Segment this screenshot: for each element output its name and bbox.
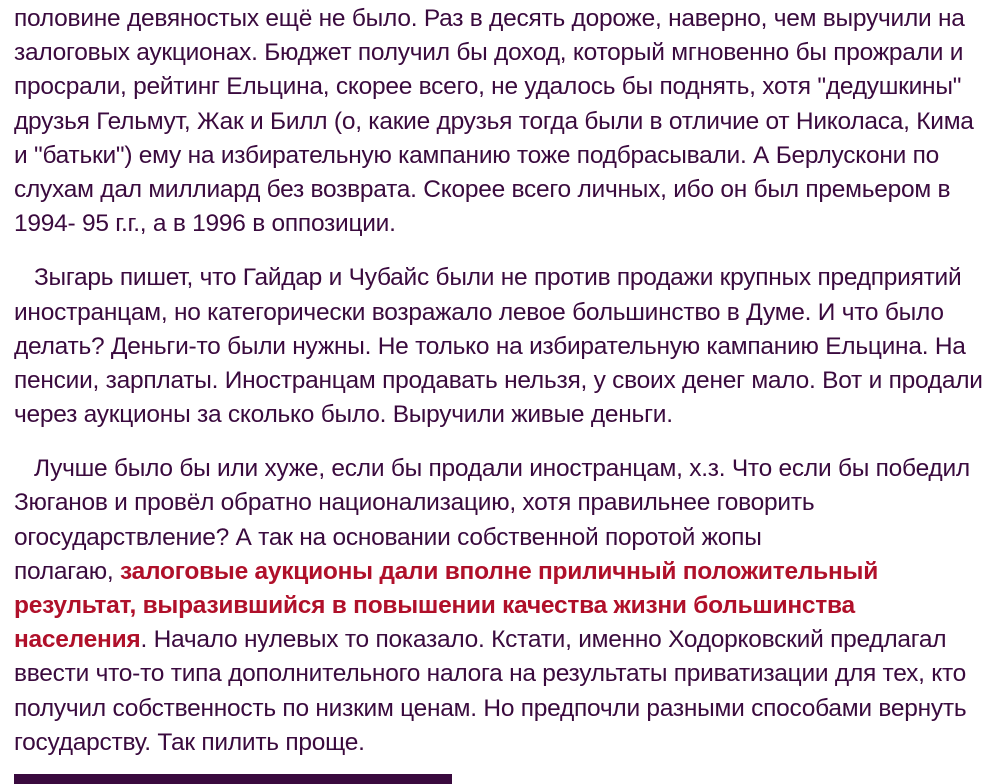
text-line-mixed <box>14 555 1000 589</box>
text-line: и "батьки") ему на избирательную кампанию тоже подбрасывали. А Берлускони по <box>14 141 940 169</box>
text-line: половине девяностых ещё не было. Раз в десять дороже, наверно, чем выручили на <box>14 5 965 32</box>
text-line: Лучше было бы или хуже, если бы продали иностранцам, х.з. Что если бы победил <box>34 455 970 483</box>
text-line: делать? Деньги-то были нужны. Не только на избирательную кампанию Ельцина. На <box>14 332 966 360</box>
text-line: пенсии, зарплаты. Иностранцам продавать нельзя, у своих денег мало. Вот и продали <box>14 366 983 394</box>
text-line: получил собственность по низким ценам. Но предпочли разными способами вернуть <box>14 694 967 722</box>
text-line: Зюганов и провёл обратно национализацию, хотя правильнее говорить <box>14 489 815 517</box>
highlighted-text: населения <box>14 626 141 654</box>
plain-text: полагаю, <box>14 557 121 585</box>
text-line-mixed <box>14 623 1000 657</box>
text-line: 1994- 95 г.г., а в 1996 в оппозиции. <box>14 210 396 238</box>
article-body <box>14 2 1000 760</box>
text-line: иностранцам, но категорически возражало левое большинство в Думе. И что было <box>14 298 944 326</box>
highlighted-text-line: результат, выразившийся в повышении качества жизни большинства <box>14 592 855 619</box>
text-line: через аукционы за сколько было. Выручили живые деньги. <box>14 401 673 429</box>
paragraph-spacer <box>14 241 1000 261</box>
text-line: государству. Так пилить проще. <box>14 728 365 756</box>
paragraph-1 <box>14 2 1000 241</box>
text-line: друзья Гельмут, Жак и Билл (о, какие друзья тогда были в отличие от Николаса, Кима <box>14 107 974 135</box>
text-line: огосударствление? А так на основании собственной поротой жопы <box>14 523 762 551</box>
text-line: ввести что-то типа дополнительного налога на результаты приватизации для тех, кто <box>14 660 967 688</box>
text-line: залоговых аукционах. Бюджет получил бы доход, который мгновенно бы прожрали и <box>14 39 964 67</box>
paragraph-spacer <box>14 432 1000 452</box>
plain-text: . Начало нулевых то показало. Кстати, именно Ходорковский предлагал <box>140 626 947 654</box>
paragraph-3 <box>14 452 1000 760</box>
text-line: Зыгарь пишет, что Гайдар и Чубайс были не против продажи крупных предприятий <box>34 264 962 292</box>
highlighted-text: залоговые аукционы дали вполне приличный положительный <box>120 557 879 585</box>
text-line: просрали, рейтинг Ельцина, скорее всего, не удалось бы поднять, хотя "дедушкины" <box>14 73 962 101</box>
text-line: слухам дал миллиард без возврата. Скорее всего личных, ибо он был премьером в <box>14 175 951 203</box>
paragraph-2 <box>14 261 1000 432</box>
section-divider-bar <box>14 774 452 784</box>
